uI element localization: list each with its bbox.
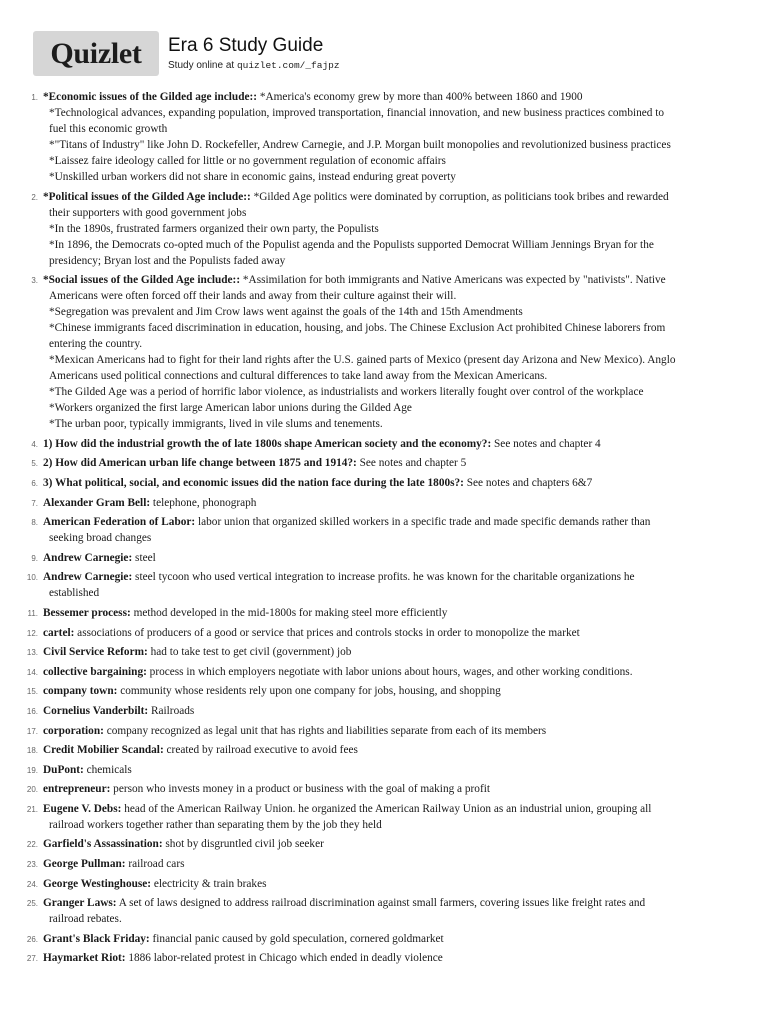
item-line — [49, 352, 740, 368]
item-line — [49, 336, 740, 352]
item-line — [49, 169, 740, 185]
item-number: 18. — [26, 746, 38, 756]
item-definition: company recognized as legal unit that has rights and liabilities separate from each of its members — [103, 724, 547, 737]
item-line — [49, 320, 740, 336]
item-line — [43, 895, 740, 911]
item-line — [49, 585, 740, 601]
item-number: 1. — [31, 93, 38, 102]
item-term: Alexander Gram Bell: — [43, 496, 151, 509]
list-item — [0, 455, 768, 471]
item-definition: *Mexican Americans had to fight for their land rights after the U.S. gained parts of Mexico (present day Arizona and New Mexico). Anglo — [49, 354, 676, 367]
item-line — [49, 221, 740, 237]
item-definition: *Assimilation for both immigrants and Native Americans was expected by "nativists". Native — [240, 274, 666, 287]
item-definition: seeking broad changes — [49, 532, 152, 545]
item-line — [43, 876, 740, 892]
list-item — [0, 605, 768, 621]
item-term: *Economic issues of the Gilded age include:: — [43, 91, 258, 103]
item-definition: railroad rebates. — [49, 913, 122, 926]
item-definition: *"Titans of Industry" like John D. Rockefeller, Andrew Carnegie, and J.P. Morgan built monopolies and revolutionized business practices — [49, 139, 671, 151]
item-definition: established — [49, 587, 100, 600]
item-line — [43, 605, 740, 621]
item-number: 9. — [31, 553, 38, 563]
item-line — [43, 189, 740, 205]
item-term: collective bargaining: — [43, 665, 147, 678]
item-definition: *Workers organized the first large American labor unions during the Gilded Age — [49, 402, 412, 415]
list-item — [0, 781, 768, 797]
item-line — [49, 253, 740, 269]
item-term: Eugene V. Debs: — [43, 802, 122, 815]
list-item — [0, 495, 768, 511]
item-number: 20. — [26, 785, 38, 795]
item-line — [49, 304, 740, 320]
item-definition: *Unskilled urban workers did not share in economic gains, instead enduring great poverty — [49, 171, 456, 183]
item-definition: process in which employers negotiate with labor unions about hours, wages, and other working conditions. — [146, 665, 633, 678]
item-definition: *America's economy grew by more than 400% between 1860 and 1900 — [257, 91, 583, 103]
item-definition: shot by disgruntled civil job seeker — [162, 838, 324, 851]
list-item — [0, 856, 768, 872]
item-definition: 1886 labor-related protest in Chicago which ended in deadly violence — [125, 952, 443, 965]
item-term: Cornelius Vanderbilt: — [43, 704, 149, 717]
item-definition: railroad workers together rather than separating them by the job they held — [49, 818, 382, 831]
list-item — [0, 836, 768, 852]
item-definition: created by railroad executive to avoid fees — [163, 744, 358, 757]
item-number: 8. — [31, 518, 38, 528]
item-number: 17. — [26, 726, 38, 736]
list-item — [0, 723, 768, 739]
item-term: 1) How did the industrial growth the of late 1800s shape American society and the economy?: — [43, 437, 492, 450]
list-item — [0, 801, 768, 833]
item-definition: See notes and chapter 4 — [491, 437, 601, 450]
item-definition: head of the American Railway Union. he organized the American Railway Union as an industrial union, grouping all — [121, 802, 652, 815]
item-line — [49, 368, 740, 384]
item-number: 12. — [26, 628, 38, 638]
item-definition: person who invests money in a product or business with the goal of making a profit — [110, 783, 490, 796]
list-item — [0, 931, 768, 947]
item-line — [49, 205, 740, 221]
list-item — [0, 876, 768, 892]
item-line — [43, 495, 740, 511]
item-term: corporation: — [43, 724, 104, 737]
list-item — [0, 683, 768, 699]
list-item — [0, 272, 768, 432]
quizlet-logo[interactable]: Quizlet — [33, 31, 159, 76]
item-line — [49, 911, 740, 927]
item-line — [43, 801, 740, 817]
item-number: 19. — [26, 765, 38, 775]
list-item — [0, 644, 768, 660]
item-number: 5. — [31, 459, 38, 469]
list-item — [0, 703, 768, 719]
subtitle-prefix: Study online at — [168, 60, 237, 71]
item-definition: *Technological advances, expanding population, improved transportation, financial innovation, and new business practices combined to — [49, 107, 665, 119]
item-line — [43, 931, 740, 947]
item-term: Haymarket Riot: — [43, 952, 126, 965]
item-line — [43, 514, 740, 530]
item-line — [49, 121, 740, 137]
item-term: George Pullman: — [43, 858, 126, 871]
item-line — [43, 856, 740, 872]
item-line — [43, 89, 740, 105]
item-line — [49, 400, 740, 416]
item-number: 16. — [26, 706, 38, 716]
item-term: Credit Mobilier Scandal: — [43, 744, 164, 757]
item-line — [49, 105, 740, 121]
item-number: 27. — [26, 954, 38, 964]
item-line — [49, 817, 740, 833]
study-guide-list — [0, 89, 768, 966]
list-item — [0, 762, 768, 778]
item-definition: *The Gilded Age was a period of horrific labor violence, as industrialists and workers literally fought over control of the workplace — [49, 386, 644, 399]
item-number: 24. — [26, 879, 38, 889]
item-number: 26. — [26, 934, 38, 944]
item-number: 11. — [27, 608, 38, 618]
item-definition: Americans were often forced off their lands and away from their culture against their will. — [49, 290, 457, 303]
item-line — [43, 569, 740, 585]
item-line — [43, 950, 740, 966]
item-line — [49, 137, 740, 153]
item-term: Garfield's Assassination: — [43, 838, 163, 851]
item-term: George Westinghouse: — [43, 877, 152, 890]
item-line — [49, 530, 740, 546]
item-line — [49, 384, 740, 400]
item-term: *Political issues of the Gilded Age include:: — [43, 190, 251, 203]
item-term: American Federation of Labor: — [43, 516, 196, 529]
item-definition: had to take test to get civil (government) job — [147, 646, 352, 659]
item-definition: entering the country. — [49, 338, 143, 351]
item-line — [43, 762, 740, 778]
list-item — [0, 742, 768, 758]
item-definition: presidency; Bryan lost and the Populists faded away — [49, 254, 286, 267]
list-item — [0, 625, 768, 641]
item-line — [43, 664, 740, 680]
list-item — [0, 550, 768, 566]
item-definition: Americans used political connections and cultural differences to take land away from the Mexican Americans. — [49, 370, 548, 383]
item-definition: method developed in the mid-1800s for making steel more efficiently — [130, 606, 448, 619]
item-definition: fuel this economic growth — [49, 123, 168, 135]
item-line — [43, 683, 740, 699]
item-term: Civil Service Reform: — [43, 646, 148, 659]
item-term: 3) What political, social, and economic issues did the nation face during the late 1800s?: — [43, 476, 464, 489]
item-term: 2) How did American urban life change between 1875 and 1914?: — [43, 457, 357, 470]
item-number: 15. — [26, 687, 38, 697]
item-definition: their supporters with good government jobs — [49, 206, 247, 219]
item-line — [43, 550, 740, 566]
item-term: Grant's Black Friday: — [43, 932, 150, 945]
item-number: 23. — [26, 860, 38, 870]
item-term: Andrew Carnegie: — [43, 571, 133, 584]
item-definition: See notes and chapters 6&7 — [463, 476, 593, 489]
item-term: *Social issues of the Gilded Age include:: — [43, 274, 241, 287]
item-line — [43, 436, 740, 452]
list-item — [0, 895, 768, 927]
item-definition: *In 1896, the Democrats co-opted much of the Populist agenda and the Populists supported Democrat William Jennings Bryan for the — [49, 238, 654, 251]
item-line — [49, 153, 740, 169]
item-line — [43, 781, 740, 797]
item-number: 2. — [31, 192, 38, 202]
page-subtitle — [168, 60, 340, 71]
item-term: DuPont: — [43, 763, 84, 776]
item-definition: *Chinese immigrants faced discrimination in education, housing, and jobs. The Chinese Exclusion Act prohibited Chinese laborers from — [49, 322, 666, 335]
item-number: 4. — [31, 439, 38, 449]
page-title: Era 6 Study Guide — [168, 35, 324, 56]
item-number: 25. — [26, 899, 38, 909]
list-item — [0, 189, 768, 269]
item-definition: steel — [132, 551, 156, 564]
item-line — [43, 475, 740, 491]
item-number: 3. — [31, 276, 38, 286]
item-definition: *Gilded Age politics were dominated by corruption, as politicians took bribes and rewarded — [250, 190, 669, 203]
item-definition: financial panic caused by gold speculation, cornered goldmarket — [149, 932, 444, 945]
item-definition: electricity & train brakes — [151, 877, 267, 890]
item-line — [43, 742, 740, 758]
item-term: Andrew Carnegie: — [43, 551, 133, 564]
item-number: 22. — [26, 840, 38, 850]
item-number: 21. — [26, 804, 38, 814]
list-item — [0, 569, 768, 601]
item-definition: *Segregation was prevalent and Jim Crow laws went against the goals of the 14th and 15th Amendments — [49, 306, 523, 319]
item-term: Granger Laws: — [43, 897, 117, 910]
list-item — [0, 514, 768, 546]
item-line — [49, 237, 740, 253]
item-line — [49, 288, 740, 304]
item-number: 10. — [26, 573, 38, 583]
item-definition: See notes and chapter 5 — [356, 457, 467, 470]
item-number: 14. — [26, 667, 38, 677]
item-definition: Railroads — [148, 704, 195, 717]
item-definition: telephone, phonograph — [150, 496, 257, 509]
item-line — [43, 723, 740, 739]
item-definition: A set of laws designed to address railroad discrimination against small farmers, covering issues like freight rates and — [116, 897, 646, 910]
item-definition: labor union that organized skilled workers in a specific trade and made specific demands rather than — [195, 516, 651, 529]
list-item — [0, 664, 768, 680]
item-definition: associations of producers of a good or service that prices and controls stocks in order to monopolize the market — [74, 626, 580, 639]
item-definition: *In the 1890s, frustrated farmers organized their own party, the Populists — [49, 222, 379, 235]
item-line — [43, 625, 740, 641]
item-definition: *Laissez faire ideology called for little or no government regulation of economic affairs — [49, 155, 446, 167]
list-item — [0, 436, 768, 452]
item-line — [43, 272, 740, 288]
item-line — [43, 836, 740, 852]
item-term: Bessemer process: — [43, 606, 131, 619]
item-term: entrepreneur: — [43, 783, 111, 796]
item-term: company town: — [43, 685, 118, 698]
item-definition: *The urban poor, typically immigrants, lived in vile slums and tenements. — [49, 418, 383, 431]
item-number: 7. — [31, 498, 38, 508]
item-definition: railroad cars — [125, 858, 185, 871]
item-term: cartel: — [43, 626, 75, 639]
list-item — [0, 475, 768, 491]
list-item — [0, 950, 768, 966]
item-line — [43, 455, 740, 471]
item-definition: community whose residents rely upon one company for jobs, housing, and shopping — [117, 685, 501, 698]
item-line — [43, 644, 740, 660]
item-line — [49, 416, 740, 432]
item-line — [43, 703, 740, 719]
item-number: 6. — [31, 478, 38, 488]
list-item — [0, 89, 768, 185]
page-header — [33, 31, 733, 77]
item-definition: chemicals — [83, 763, 132, 776]
study-link[interactable]: quizlet.com/_fajpz — [236, 60, 340, 71]
item-number: 13. — [26, 648, 38, 658]
item-definition: steel tycoon who used vertical integration to increase profits. he was known for the charitable organizations he — [132, 571, 635, 584]
